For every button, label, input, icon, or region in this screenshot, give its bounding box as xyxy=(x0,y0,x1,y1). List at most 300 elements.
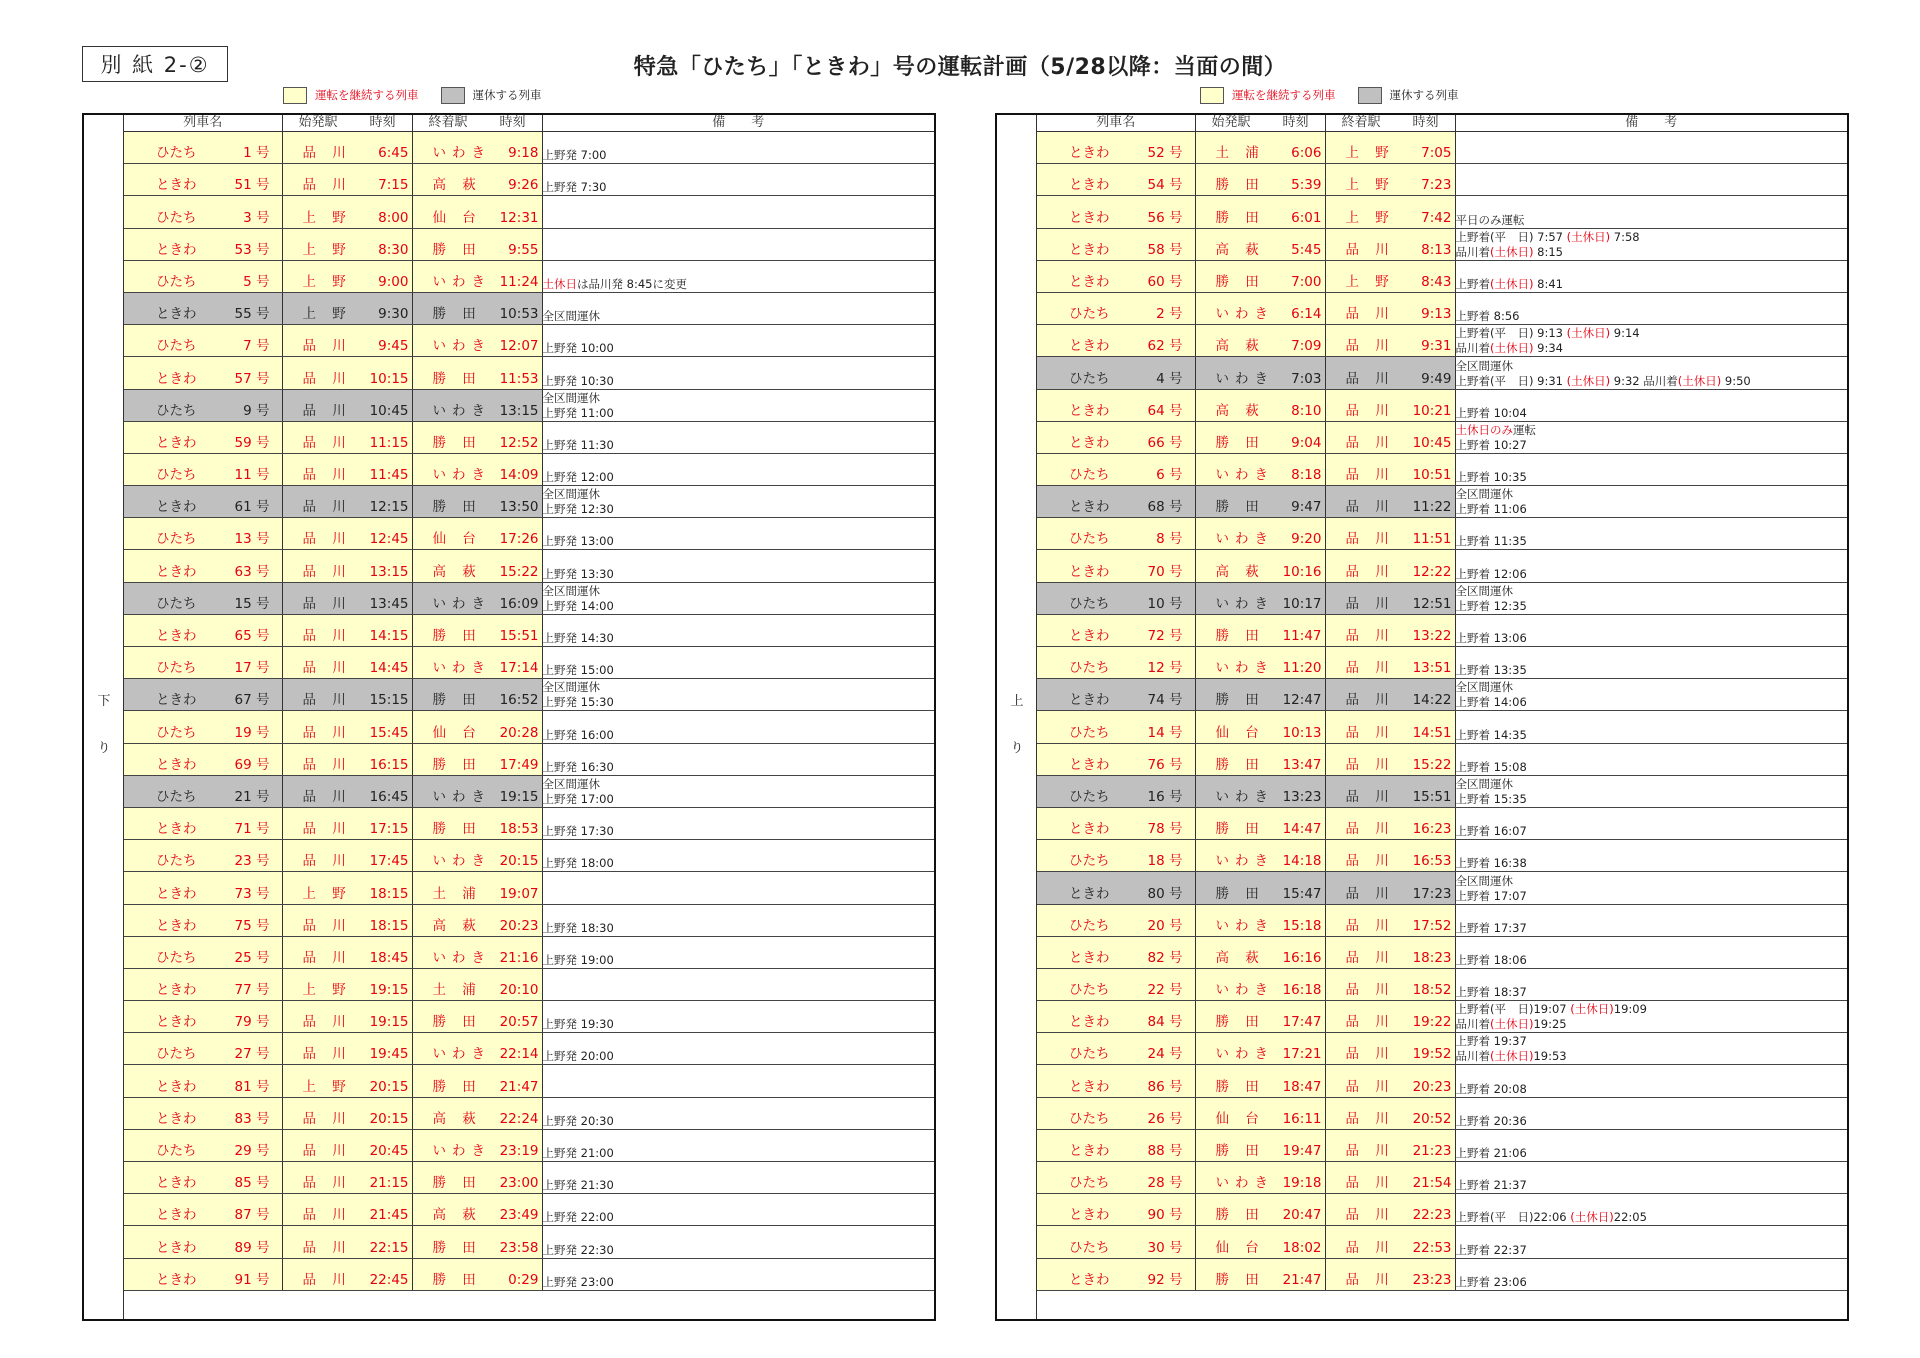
train-number: 76 号 xyxy=(1147,756,1183,773)
table-row xyxy=(124,775,934,807)
origin-cell xyxy=(1195,453,1325,485)
train-number: 61 号 xyxy=(234,499,270,516)
arrival-time: 20:52 xyxy=(1412,1110,1452,1127)
origin-station: 高 萩 xyxy=(1215,338,1265,355)
remarks-text: 全区間運休 xyxy=(542,583,600,598)
table-row xyxy=(1037,1065,1847,1097)
destination-cell xyxy=(412,743,542,775)
train-name-cell xyxy=(124,421,282,453)
remarks-cell xyxy=(542,1097,934,1129)
remarks-text: 上野着(平 日)19:07 xyxy=(1455,1002,1571,1017)
train-name-cell xyxy=(124,904,282,936)
remarks-cell xyxy=(1455,132,1847,164)
remarks-line xyxy=(543,777,935,792)
train-name-cell xyxy=(1037,1162,1195,1194)
destination-station: 品 川 xyxy=(1345,853,1395,870)
departure-time: 7:00 xyxy=(1291,273,1322,290)
train-name-cell xyxy=(1037,1258,1195,1290)
remarks-line xyxy=(1456,230,1848,245)
train-name-cell xyxy=(1037,1065,1195,1097)
remarks-line xyxy=(1456,874,1848,889)
remarks-text: 上野着(平 日) 9:13 xyxy=(1455,326,1567,341)
table-row xyxy=(1037,968,1847,1000)
train-name: ときわ xyxy=(156,1239,197,1256)
table-row xyxy=(124,325,934,357)
remarks-line xyxy=(543,824,935,839)
departure-time: 16:45 xyxy=(369,788,409,805)
train-name: ときわ xyxy=(156,885,197,902)
train-name-cell xyxy=(1037,1226,1195,1258)
train-name-cell xyxy=(1037,936,1195,968)
train-name: ときわ xyxy=(1069,563,1110,580)
remarks-cell xyxy=(1455,196,1847,228)
train-name-cell xyxy=(124,453,282,485)
departure-time: 22:45 xyxy=(369,1271,409,1288)
train-number: 18 号 xyxy=(1147,853,1183,870)
train-name-cell xyxy=(124,968,282,1000)
departure-time: 18:02 xyxy=(1282,1239,1322,1256)
arrival-time: 9:49 xyxy=(1421,370,1452,387)
destination-station: 上 野 xyxy=(1345,145,1395,162)
destination-cell xyxy=(1325,743,1455,775)
remarks-text: 8:15 xyxy=(1533,244,1563,259)
remarks-line xyxy=(1456,728,1848,743)
origin-cell xyxy=(1195,711,1325,743)
remarks-line xyxy=(543,148,935,163)
destination-cell xyxy=(412,904,542,936)
train-name: ときわ xyxy=(156,1271,197,1288)
train-number: 72 号 xyxy=(1147,628,1183,644)
remarks-line xyxy=(1456,1034,1848,1049)
remarks-text: 上野発 7:30 xyxy=(542,180,607,195)
table-row xyxy=(124,1097,934,1129)
remarks-text: 上野発 12:00 xyxy=(542,470,614,485)
departure-time: 10:15 xyxy=(369,370,409,387)
remarks-cell xyxy=(542,1226,934,1258)
header-remarks: 備 考 xyxy=(542,115,934,132)
origin-cell xyxy=(282,1258,412,1290)
train-number: 56 号 xyxy=(1147,209,1183,226)
train-name: ひたち xyxy=(1069,370,1110,387)
arrival-time: 15:22 xyxy=(1412,756,1452,773)
arrival-time: 22:53 xyxy=(1412,1239,1452,1256)
arrival-time: 18:23 xyxy=(1412,949,1452,966)
destination-cell xyxy=(412,968,542,1000)
train-name-cell xyxy=(124,872,282,904)
origin-cell xyxy=(282,357,412,389)
arrival-time: 14:22 xyxy=(1412,692,1452,709)
remarks-cell xyxy=(542,164,934,196)
remarks-cell xyxy=(1455,775,1847,807)
train-number: 30 号 xyxy=(1147,1239,1183,1256)
remarks-line xyxy=(543,631,935,646)
legend-continuing-swatch xyxy=(283,87,307,104)
arrival-time: 13:51 xyxy=(1412,660,1452,677)
arrival-time: 10:51 xyxy=(1412,467,1452,484)
train-number: 1 号 xyxy=(243,145,270,162)
remarks-line xyxy=(543,663,935,678)
departure-time: 16:11 xyxy=(1282,1110,1322,1127)
remarks-highlight: (土休日) xyxy=(1570,1002,1614,1017)
destination-station: 品 川 xyxy=(1345,885,1395,902)
arrival-time: 19:52 xyxy=(1412,1046,1452,1063)
train-name: ときわ xyxy=(1069,499,1110,516)
origin-station: 品 川 xyxy=(302,724,352,741)
table-row xyxy=(1037,518,1847,550)
remarks-line xyxy=(1456,680,1848,695)
origin-cell xyxy=(282,582,412,614)
remarks-text: 品川着 xyxy=(1455,341,1490,356)
table-row xyxy=(1037,711,1847,743)
destination-cell xyxy=(1325,325,1455,357)
origin-cell xyxy=(1195,196,1325,228)
remarks-text: 上野発 13:00 xyxy=(542,534,614,549)
destination-station: 勝 田 xyxy=(432,1014,482,1031)
arrival-time: 20:57 xyxy=(499,1014,539,1031)
train-name-cell xyxy=(124,840,282,872)
remarks-line xyxy=(543,341,935,356)
train-name: ひたち xyxy=(156,660,197,677)
destination-cell xyxy=(412,679,542,711)
remarks-line xyxy=(543,438,935,453)
table-row xyxy=(124,518,934,550)
departure-time: 8:00 xyxy=(378,209,409,226)
remarks-line xyxy=(1456,1082,1848,1097)
destination-station: 品 川 xyxy=(1345,660,1395,677)
origin-station: 品 川 xyxy=(302,1175,352,1192)
departure-time: 9:20 xyxy=(1291,531,1322,548)
origin-cell xyxy=(1195,840,1325,872)
destination-station: 品 川 xyxy=(1345,370,1395,387)
destination-station: 品 川 xyxy=(1345,1014,1395,1031)
train-name-cell xyxy=(124,1226,282,1258)
remarks-cell xyxy=(542,1065,934,1097)
destination-cell xyxy=(412,518,542,550)
remarks-line xyxy=(543,1049,935,1064)
destination-cell xyxy=(412,1065,542,1097)
table-row xyxy=(124,132,934,164)
remarks-text: 上野着 14:06 xyxy=(1455,695,1527,710)
destination-station: 品 川 xyxy=(1345,563,1395,580)
remarks-text: 上野着 11:35 xyxy=(1455,534,1527,549)
arrival-time: 10:53 xyxy=(499,306,539,323)
departure-time: 19:15 xyxy=(369,982,409,999)
remarks-line xyxy=(543,584,935,599)
remarks-line xyxy=(543,680,935,695)
arrival-time: 12:22 xyxy=(1412,563,1452,580)
remarks-cell xyxy=(1455,550,1847,582)
origin-cell xyxy=(1195,1258,1325,1290)
origin-station: 仙 台 xyxy=(1215,1110,1265,1127)
train-name: ひたち xyxy=(1069,788,1110,805)
train-name-cell xyxy=(124,518,282,550)
arrival-time: 13:15 xyxy=(499,402,539,419)
remarks-line xyxy=(1456,406,1848,421)
remarks-text: 上野着 10:27 xyxy=(1455,437,1527,452)
train-number: 23 号 xyxy=(234,853,270,870)
destination-cell xyxy=(412,260,542,292)
destination-station: 勝 田 xyxy=(432,1239,482,1256)
origin-cell xyxy=(282,1226,412,1258)
train-name-cell xyxy=(1037,614,1195,646)
train-number: 5 号 xyxy=(243,273,270,290)
arrival-time: 20:15 xyxy=(499,853,539,870)
remarks-line xyxy=(543,1178,935,1193)
arrival-time: 16:52 xyxy=(499,692,539,709)
remarks-cell xyxy=(542,807,934,839)
origin-cell xyxy=(1195,904,1325,936)
train-name: ときわ xyxy=(156,982,197,999)
remarks-cell xyxy=(542,550,934,582)
remarks-line xyxy=(543,502,935,517)
remarks-text: 上野着(平 日)22:06 xyxy=(1455,1210,1571,1225)
destination-cell xyxy=(1325,1194,1455,1226)
origin-cell xyxy=(282,260,412,292)
origin-cell xyxy=(1195,807,1325,839)
origin-cell xyxy=(282,292,412,324)
remarks-cell xyxy=(542,743,934,775)
train-name-cell xyxy=(124,1162,282,1194)
origin-station: 勝 田 xyxy=(1215,434,1265,451)
arrival-time: 11:24 xyxy=(499,273,539,290)
train-name-cell xyxy=(1037,872,1195,904)
departure-time: 11:45 xyxy=(369,467,409,484)
destination-cell xyxy=(1325,421,1455,453)
departure-time: 19:15 xyxy=(369,1014,409,1031)
departure-time: 17:21 xyxy=(1282,1046,1322,1063)
train-number: 65 号 xyxy=(234,628,270,644)
train-number: 86 号 xyxy=(1147,1078,1183,1095)
arrival-time: 17:26 xyxy=(499,531,539,548)
remarks-text: は品川発 8:45に変更 xyxy=(577,276,687,291)
origin-cell xyxy=(282,421,412,453)
destination-cell xyxy=(1325,936,1455,968)
origin-station: 勝 田 xyxy=(1215,499,1265,516)
origin-station: 品 川 xyxy=(302,1271,352,1288)
departure-time: 15:47 xyxy=(1282,885,1322,902)
train-name: ときわ xyxy=(156,370,197,387)
train-name: ときわ xyxy=(156,1110,197,1127)
remarks-text: 上野着 16:07 xyxy=(1455,824,1527,839)
departure-time: 7:09 xyxy=(1291,338,1322,355)
remarks-cell xyxy=(542,453,934,485)
remarks-text: 上野発 13:30 xyxy=(542,566,614,581)
train-name-cell xyxy=(124,260,282,292)
train-name-cell xyxy=(124,1097,282,1129)
remarks-line xyxy=(1456,856,1848,871)
remarks-cell xyxy=(542,1258,934,1290)
header-origin: 始発駅 時刻 xyxy=(282,115,412,132)
train-name-cell xyxy=(124,1033,282,1065)
remarks-text: 上野発 21:00 xyxy=(542,1146,614,1160)
departure-time: 6:45 xyxy=(378,145,409,162)
destination-cell xyxy=(412,325,542,357)
origin-cell xyxy=(282,389,412,421)
departure-time: 7:03 xyxy=(1291,370,1322,387)
origin-station: 上 野 xyxy=(302,209,352,226)
train-name-cell xyxy=(124,775,282,807)
train-name-cell xyxy=(124,357,282,389)
remarks-text: 上野発 10:30 xyxy=(542,373,614,388)
arrival-time: 23:00 xyxy=(499,1175,539,1192)
arrival-time: 16:53 xyxy=(1412,853,1452,870)
train-name-cell xyxy=(1037,486,1195,518)
origin-cell xyxy=(1195,325,1325,357)
destination-cell xyxy=(1325,389,1455,421)
remarks-line xyxy=(1456,487,1848,502)
train-number: 80 号 xyxy=(1147,885,1183,902)
remarks-cell xyxy=(542,1001,934,1033)
origin-station: いわき xyxy=(1215,788,1274,805)
table-row xyxy=(124,1194,934,1226)
train-name-cell xyxy=(1037,582,1195,614)
departure-time: 12:45 xyxy=(369,531,409,548)
table-row xyxy=(124,1033,934,1065)
departure-time: 14:15 xyxy=(369,628,409,644)
remarks-cell xyxy=(1455,421,1847,453)
departure-time: 14:47 xyxy=(1282,821,1322,838)
remarks-text: 上野発 20:30 xyxy=(542,1113,614,1128)
remarks-cell xyxy=(542,1194,934,1226)
remarks-text: 上野発 15:00 xyxy=(542,663,614,678)
origin-cell xyxy=(282,132,412,164)
remarks-line xyxy=(543,728,935,743)
origin-station: 仙 台 xyxy=(1215,1239,1265,1256)
destination-station: 勝 田 xyxy=(432,370,482,387)
remarks-cell xyxy=(542,1162,934,1194)
train-name-cell xyxy=(1037,647,1195,679)
arrival-time: 16:09 xyxy=(499,595,539,612)
origin-station: いわき xyxy=(1215,1046,1274,1063)
destination-station: 土 浦 xyxy=(432,885,482,902)
departure-time: 15:15 xyxy=(369,692,409,709)
table-row xyxy=(124,1129,934,1161)
remarks-line xyxy=(1456,374,1848,389)
train-name-cell xyxy=(124,228,282,260)
remarks-cell xyxy=(1455,228,1847,260)
origin-station: 勝 田 xyxy=(1215,1014,1265,1031)
arrival-time: 10:45 xyxy=(1412,434,1452,451)
train-number: 58 号 xyxy=(1147,241,1183,258)
destination-cell xyxy=(1325,1065,1455,1097)
origin-cell xyxy=(1195,550,1325,582)
train-number: 90 号 xyxy=(1147,1207,1183,1224)
remarks-text: 上野発 18:30 xyxy=(542,920,614,935)
train-name: ひたち xyxy=(156,531,197,548)
train-number: 67 号 xyxy=(234,692,270,709)
remarks-cell xyxy=(542,582,934,614)
destination-station: いわき xyxy=(432,467,491,484)
train-number: 70 号 xyxy=(1147,563,1183,580)
train-name: ときわ xyxy=(156,1175,197,1192)
origin-station: 品 川 xyxy=(302,402,352,419)
origin-cell xyxy=(282,1065,412,1097)
remarks-text: 全区間運休 xyxy=(1455,776,1513,791)
table-row xyxy=(124,357,934,389)
train-number: 9 号 xyxy=(243,402,270,419)
train-name: ときわ xyxy=(156,1207,197,1224)
remarks-line xyxy=(543,374,935,389)
origin-station: 高 萩 xyxy=(1215,563,1265,580)
remarks-line xyxy=(543,599,935,614)
remarks-text: 全区間運休 xyxy=(1455,583,1513,598)
departure-time: 16:18 xyxy=(1282,982,1322,999)
table-row xyxy=(124,550,934,582)
document-label: 別 紙 2-② xyxy=(82,46,228,82)
train-number: 63 号 xyxy=(234,563,270,580)
train-name: ひたち xyxy=(1069,917,1110,934)
destination-station: 上 野 xyxy=(1345,209,1395,226)
remarks-text: 9:34 xyxy=(1533,341,1563,356)
train-name-cell xyxy=(1037,325,1195,357)
train-name-cell xyxy=(124,807,282,839)
remarks-text: 全区間運休 xyxy=(542,680,600,695)
train-number: 54 号 xyxy=(1147,177,1183,194)
destination-station: 品 川 xyxy=(1345,1175,1395,1192)
origin-station: 勝 田 xyxy=(1215,1271,1265,1288)
train-number: 24 号 xyxy=(1147,1046,1183,1063)
destination-cell xyxy=(412,132,542,164)
train-name-cell xyxy=(1037,1129,1195,1161)
train-number: 22 号 xyxy=(1147,982,1183,999)
table-row xyxy=(124,1226,934,1258)
train-number: 85 号 xyxy=(234,1175,270,1192)
arrival-time: 7:42 xyxy=(1421,209,1452,226)
arrival-time: 11:53 xyxy=(499,370,539,387)
origin-cell xyxy=(1195,1129,1325,1161)
remarks-text: 上野着 20:08 xyxy=(1455,1081,1527,1096)
header-remarks: 備 考 xyxy=(1455,115,1847,132)
origin-station: 上 野 xyxy=(302,273,352,290)
remarks-text: 上野着 21:06 xyxy=(1455,1146,1527,1160)
departure-time: 21:45 xyxy=(369,1207,409,1224)
remarks-line xyxy=(543,567,935,582)
arrival-time: 13:22 xyxy=(1412,628,1452,644)
remarks-text: 上野発 21:30 xyxy=(542,1178,614,1193)
remarks-line xyxy=(543,1275,935,1290)
origin-station: 上 野 xyxy=(302,306,352,323)
origin-station: いわき xyxy=(1215,306,1274,323)
destination-cell xyxy=(1325,711,1455,743)
arrival-time: 13:50 xyxy=(499,499,539,516)
departure-time: 9:30 xyxy=(378,306,409,323)
destination-station: いわき xyxy=(432,853,491,870)
departure-time: 12:47 xyxy=(1282,692,1322,709)
departure-time: 11:15 xyxy=(369,434,409,451)
remarks-text: 上野着 21:37 xyxy=(1455,1178,1527,1193)
table-row xyxy=(1037,1001,1847,1033)
origin-cell xyxy=(1195,679,1325,711)
destination-station: 高 萩 xyxy=(432,563,482,580)
destination-cell xyxy=(1325,1001,1455,1033)
remarks-cell xyxy=(1455,1065,1847,1097)
train-number: 13 号 xyxy=(234,531,270,548)
train-number: 81 号 xyxy=(234,1078,270,1095)
destination-station: 高 萩 xyxy=(432,917,482,934)
remarks-cell xyxy=(1455,743,1847,775)
table-row xyxy=(124,968,934,1000)
origin-station: 品 川 xyxy=(302,1239,352,1256)
arrival-time: 12:07 xyxy=(499,338,539,355)
arrival-time: 8:13 xyxy=(1421,241,1452,258)
remarks-cell xyxy=(542,486,934,518)
remarks-cell xyxy=(1455,1194,1847,1226)
departure-time: 7:15 xyxy=(378,177,409,194)
remarks-cell xyxy=(542,840,934,872)
remarks-cell xyxy=(1455,1129,1847,1161)
remarks-line xyxy=(1456,1146,1848,1161)
origin-station: 勝 田 xyxy=(1215,1207,1265,1224)
